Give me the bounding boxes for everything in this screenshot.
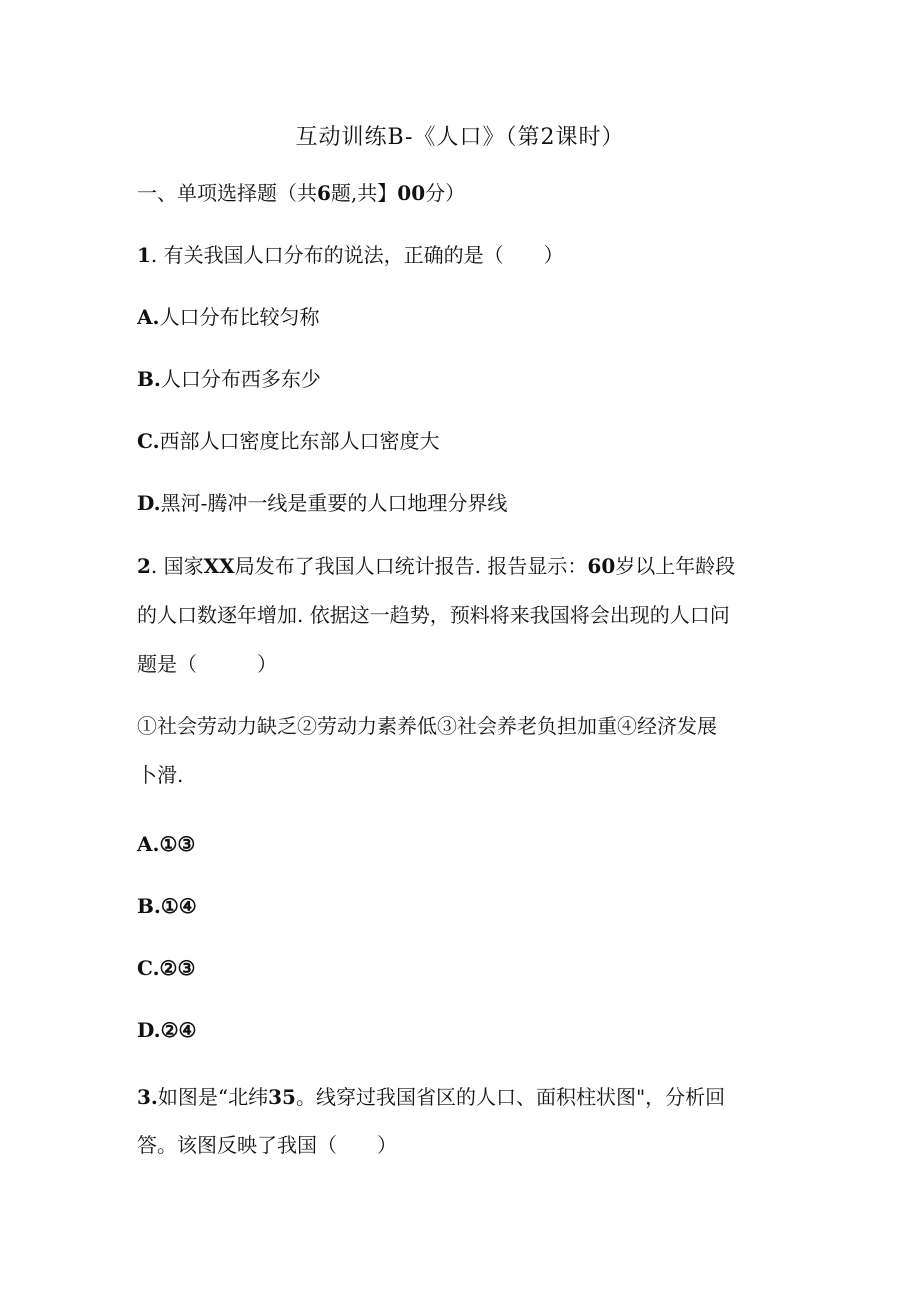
option-text: ②③ bbox=[159, 956, 196, 980]
question-3-text-part: 。线穿过我国省区的人口、面积柱状图"，分析回 bbox=[295, 1085, 726, 1109]
question-2-stem-line-1 bbox=[137, 549, 787, 583]
option-letter: B. bbox=[137, 894, 161, 918]
question-2-items-line-1: ①社会劳动力缺乏②劳动力素养低③社会养老负担加重④经济发展 bbox=[137, 714, 717, 738]
section-label: 一、单项选择题（共 bbox=[137, 181, 317, 205]
question-3-stem-line-2: 答。该图反映了我国（ ） bbox=[137, 1133, 397, 1157]
section-count: 6 bbox=[317, 181, 331, 205]
question-1-number: 1 bbox=[137, 243, 151, 267]
page-title: 互动训练B-《人口》（第2课时） bbox=[295, 125, 625, 150]
option-letter: B. bbox=[137, 367, 161, 391]
option-text: ①③ bbox=[159, 832, 196, 856]
question-2-text-part: 岁以上年龄段 bbox=[615, 554, 736, 578]
question-2-number: 2 bbox=[137, 554, 151, 578]
question-3-text-part: 如图是“北纬 bbox=[157, 1085, 269, 1109]
question-2-age: 60 bbox=[587, 554, 616, 578]
question-1-stem bbox=[137, 238, 787, 272]
question-3-latitude: 35 bbox=[268, 1085, 296, 1109]
option-letter: D. bbox=[137, 1018, 161, 1042]
option-text: ①④ bbox=[160, 894, 197, 918]
question-3-number: 3. bbox=[137, 1085, 158, 1109]
question-1-option-b[interactable] bbox=[137, 362, 787, 396]
question-2-option-a[interactable] bbox=[137, 827, 787, 861]
question-3-stem-line-1 bbox=[137, 1080, 787, 1114]
option-letter: A. bbox=[137, 305, 160, 329]
option-letter: C. bbox=[137, 956, 160, 980]
option-text: 黑河-腾冲一线是重要的人口地理分界线 bbox=[160, 491, 508, 515]
question-1-text: . 有关我国人口分布的说法，正确的是（ ） bbox=[150, 243, 564, 267]
question-2-items-line-2: 卜滑. bbox=[137, 763, 184, 787]
option-text: ②④ bbox=[160, 1018, 197, 1042]
question-2-option-c[interactable] bbox=[137, 951, 787, 985]
question-1-option-c[interactable] bbox=[137, 424, 787, 458]
question-2-option-b[interactable] bbox=[137, 889, 787, 923]
section-end: 分） bbox=[425, 181, 466, 205]
question-2-text-part: 局发布了我国人口统计报告. 报告显示： bbox=[234, 554, 588, 578]
question-2-stem-line-3: 题是（ ） bbox=[137, 652, 277, 676]
question-1-option-a[interactable] bbox=[137, 300, 787, 334]
section-mid: 题,共】 bbox=[330, 181, 398, 205]
question-1-option-d[interactable] bbox=[137, 486, 787, 520]
question-2-text-part: . 国家 bbox=[150, 554, 204, 578]
option-text: 人口分布比较匀称 bbox=[159, 305, 320, 329]
option-letter: A. bbox=[137, 832, 160, 856]
section-heading bbox=[137, 176, 787, 210]
option-text: 人口分布西多东少 bbox=[160, 367, 321, 391]
option-text: 西部人口密度比东部人口密度大 bbox=[159, 429, 440, 453]
option-letter: C. bbox=[137, 429, 160, 453]
option-letter: D. bbox=[137, 491, 161, 515]
section-points: 00 bbox=[397, 181, 426, 205]
question-2-stem-line-2: 的人口数逐年增加. 依据这一趋势，预料将来我国将会出现的人口问 bbox=[137, 603, 730, 627]
question-2-option-d[interactable] bbox=[137, 1013, 787, 1047]
question-2-xx: XX bbox=[203, 554, 235, 578]
